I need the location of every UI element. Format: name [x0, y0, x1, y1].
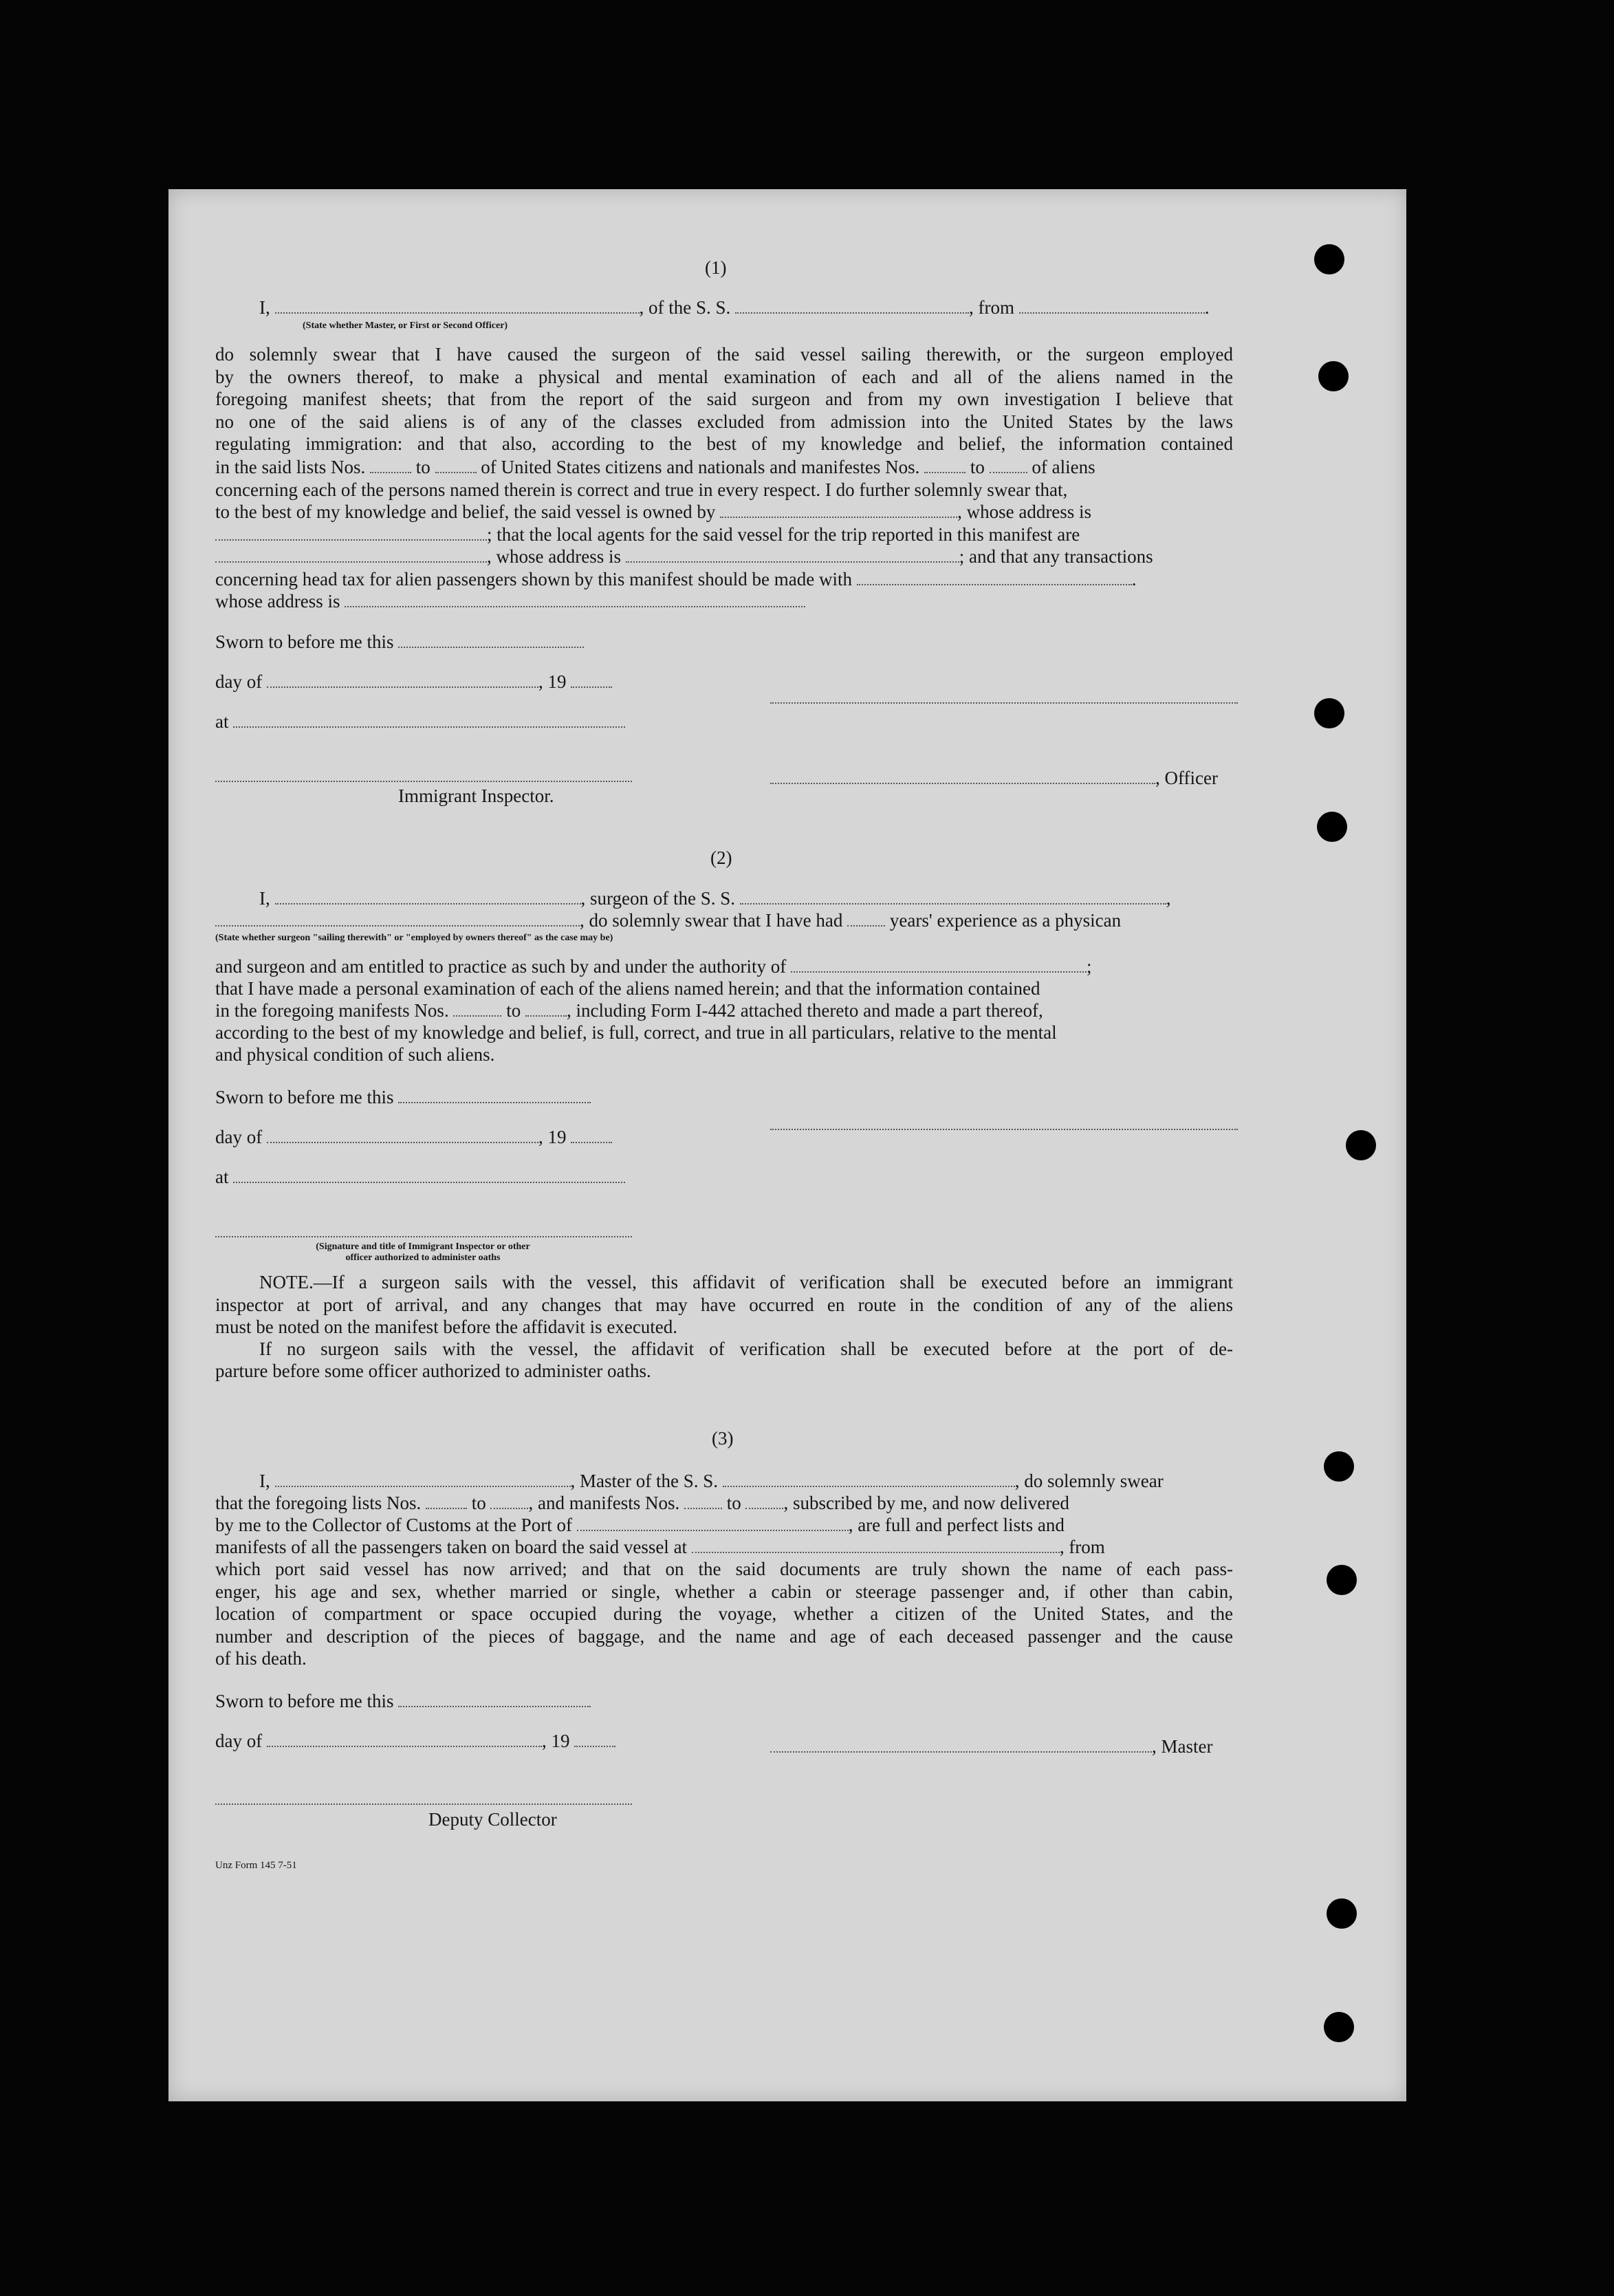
label: to	[970, 457, 985, 477]
label: , from	[1059, 1537, 1105, 1557]
label: , including Form I-442 attached thereto and made a part thereof,	[566, 1000, 1043, 1021]
master-line	[259, 1470, 1164, 1492]
punch-hole	[1327, 1565, 1357, 1595]
label: Sworn to before me this	[215, 1087, 394, 1107]
year-field[interactable]	[571, 671, 612, 688]
owner-address-field[interactable]	[215, 524, 487, 541]
headtax-line	[215, 568, 1137, 590]
headtax-address-field[interactable]	[345, 591, 805, 607]
form-id: Unz Form 145 7-51	[215, 1860, 297, 1871]
label: I,	[259, 1471, 270, 1491]
officer-name-field[interactable]	[275, 297, 640, 314]
list-from-field[interactable]	[426, 1493, 467, 1509]
label: to	[506, 1000, 521, 1021]
manifest-from-field[interactable]	[924, 457, 966, 473]
label: whose address is	[215, 591, 340, 611]
label: day of	[215, 1127, 263, 1147]
section-number: (1)	[705, 257, 727, 278]
place-field[interactable]	[233, 711, 625, 728]
label: Sworn to before me this	[215, 631, 394, 652]
sworn-date-field[interactable]	[398, 1691, 591, 1707]
owner-line	[215, 501, 1091, 523]
label: I,	[259, 297, 270, 318]
collector-signature-line[interactable]	[215, 1802, 632, 1805]
text-line: location of compartment or space occupied during the voyage, whether a citizen of the United States, and the	[215, 1603, 1233, 1625]
list-to-field[interactable]	[490, 1493, 528, 1509]
experience-line	[215, 909, 1121, 931]
port-line	[215, 1514, 1065, 1536]
at-line	[215, 1166, 625, 1188]
label: in the foregoing manifests Nos.	[215, 1000, 449, 1021]
manifest-range-line	[215, 999, 1043, 1021]
text-line: officer authorized to administer oaths	[345, 1253, 501, 1263]
port-field[interactable]	[577, 1515, 849, 1531]
note-paragraph-2	[259, 1338, 1233, 1361]
label: ,	[1166, 888, 1171, 909]
deputy-title: Deputy Collector	[428, 1809, 557, 1830]
punch-hole	[1314, 244, 1344, 274]
inspector-title: Immigrant Inspector.	[398, 786, 554, 806]
punch-hole	[1346, 1130, 1376, 1160]
master-signature-line	[770, 1735, 1212, 1757]
text-line: by the owners thereof, to make a physical and mental examination of each and all of the aliens named in the	[215, 366, 1233, 387]
label: at	[215, 1167, 229, 1187]
punch-hole	[1314, 698, 1344, 728]
field-note: (State whether Master, or First or Second Officer)	[303, 321, 508, 331]
label: , of the S. S.	[639, 297, 731, 318]
inspector-signature-line[interactable]	[215, 1235, 632, 1237]
label: , Master of the S. S.	[570, 1471, 718, 1491]
lists-line	[215, 456, 1095, 478]
year-field[interactable]	[574, 1731, 615, 1747]
punch-hole	[1324, 1451, 1354, 1482]
manifest-from-field[interactable]	[684, 1493, 722, 1509]
surgeon-line	[259, 887, 1171, 909]
surgeon-status-field[interactable]	[215, 910, 580, 927]
text-line: NOTE.—If a surgeon sails with the vessel, this affidavit of verification shall be executed before an immigrant	[259, 1272, 1233, 1292]
text-line: of his death.	[215, 1648, 307, 1669]
note-paragraph	[215, 1271, 1233, 1316]
label: , 19	[541, 1731, 570, 1751]
sworn-line	[215, 1690, 591, 1712]
label: , whose address is	[487, 546, 621, 567]
label: .	[1204, 297, 1210, 318]
master-signature-field[interactable]	[770, 1736, 1152, 1753]
punch-hole	[1317, 812, 1347, 842]
sworn-line	[215, 631, 584, 653]
document-page	[168, 189, 1406, 2101]
label: of United States citizens and nationals and manifestes Nos.	[481, 457, 920, 477]
text-line: (Signature and title of Immigrant Inspector or other	[316, 1242, 530, 1252]
agents-line	[215, 523, 1080, 545]
label: ;	[1087, 956, 1092, 977]
label: of aliens	[1032, 457, 1095, 477]
ship-name-field[interactable]	[740, 888, 1166, 905]
text-line: foregoing manifest sheets; that from the report of the said surgeon and from my own investigation I believe that	[215, 389, 1233, 410]
lists-line	[215, 1492, 1069, 1514]
label: at	[215, 711, 229, 732]
label: I,	[259, 888, 270, 909]
oath-paragraph	[215, 1558, 1233, 1647]
surgeon-signature-line[interactable]	[770, 1127, 1238, 1130]
label: , surgeon of the S. S.	[580, 888, 736, 909]
text-line: inspector at port of arrival, and any changes that may have occurred en route in the condition of any of the aliens	[215, 1294, 1233, 1315]
section-number: (3)	[712, 1428, 734, 1449]
text-line: according to the best of my knowledge and belief, is full, correct, and true in all particulars, relative to the mental	[215, 1022, 1057, 1043]
master-name-field[interactable]	[275, 1471, 571, 1487]
punch-hole	[1327, 1898, 1357, 1929]
manifest-from-field[interactable]	[453, 1000, 501, 1017]
text-line: that I have made a personal examination of each of the aliens named herein; and that the information contained	[215, 978, 1040, 999]
sworn-date-field[interactable]	[398, 1087, 591, 1103]
label: to	[726, 1493, 741, 1513]
label: to	[471, 1493, 486, 1513]
label: .	[1131, 569, 1137, 589]
text-line: must be noted on the manifest before the affidavit is executed.	[215, 1317, 678, 1337]
label: , are full and perfect lists and	[848, 1515, 1065, 1535]
label: , do solemnly swear that I have had	[580, 910, 843, 931]
inspector-signature-line[interactable]	[215, 779, 632, 782]
day-line	[215, 1126, 612, 1148]
text-line: number and description of the pieces of baggage, and the name and age of each deceased passenger and the cause	[215, 1625, 1233, 1647]
text-line: If no surgeon sails with the vessel, the affidavit of verification shall be executed before at the port of de-	[259, 1339, 1233, 1359]
label: and surgeon and am entitled to practice as such by and under the authority of	[215, 956, 787, 977]
sworn-line	[215, 1086, 591, 1108]
day-field[interactable]	[267, 1731, 542, 1747]
embark-line	[215, 1536, 1105, 1558]
at-line	[215, 711, 625, 733]
label: to	[415, 457, 430, 477]
label: ; that the local agents for the said vessel for the trip reported in this manifest are	[487, 524, 1080, 545]
headtax-party-field[interactable]	[857, 569, 1132, 585]
text-line: concerning each of the persons named therein is correct and true in every respect. I do further solemnly swear that,	[215, 479, 1068, 500]
embark-port-field[interactable]	[692, 1537, 1060, 1553]
field-note: (State whether surgeon "sailing therewith" or "employed by owners thereof" as the case may be)	[215, 933, 613, 943]
manifest-to-field[interactable]	[990, 457, 1027, 473]
label: day of	[215, 671, 263, 692]
text-line: and physical condition of such aliens.	[215, 1044, 495, 1065]
label: , from	[969, 297, 1014, 318]
text-line: no one of the said aliens is of any of the classes excluded from admission into the United States by the laws	[215, 411, 1233, 432]
manifest-to-field[interactable]	[745, 1493, 783, 1509]
authority-field[interactable]	[791, 956, 1087, 973]
label: by me to the Collector of Customs at the Port of	[215, 1515, 572, 1535]
label: in the said lists Nos.	[215, 457, 366, 477]
place-field[interactable]	[233, 1167, 625, 1183]
label: day of	[215, 1731, 263, 1751]
label: that the foregoing lists Nos.	[215, 1493, 422, 1513]
label: , whose address is	[957, 501, 1092, 522]
label: , subscribed by me, and now delivered	[783, 1493, 1069, 1513]
label: years' experience as a physican	[889, 910, 1122, 931]
label: Sworn to before me this	[215, 1691, 394, 1711]
day-field[interactable]	[267, 671, 538, 688]
section-number: (2)	[710, 847, 732, 868]
agents-address-field[interactable]	[626, 546, 959, 563]
text-line: which port said vessel has now arrived; and that on the said documents are truly shown the name of each pass-	[215, 1559, 1233, 1579]
years-field[interactable]	[847, 910, 885, 927]
authority-line	[215, 955, 1092, 977]
list-from-field[interactable]	[370, 457, 411, 473]
label: to the best of my knowledge and belief, the said vessel is owned by	[215, 501, 716, 522]
oath-line	[259, 296, 1210, 318]
agents-address-line	[215, 545, 1153, 567]
signature-note	[258, 1242, 588, 1264]
signature-line[interactable]	[770, 701, 1238, 704]
punch-hole	[1324, 2012, 1354, 2042]
list-to-field[interactable]	[435, 457, 477, 473]
label: , 19	[538, 1127, 567, 1147]
oath-paragraph	[215, 343, 1233, 455]
port-from-field[interactable]	[1019, 297, 1205, 314]
day-line	[215, 1730, 615, 1752]
punch-hole	[1318, 361, 1349, 391]
ship-name-field[interactable]	[735, 297, 969, 314]
officer-line	[770, 767, 1218, 789]
year-field[interactable]	[571, 1127, 612, 1143]
sworn-date-field[interactable]	[398, 631, 584, 648]
label: concerning head tax for alien passengers shown by this manifest should be made with	[215, 569, 853, 589]
surgeon-name-field[interactable]	[275, 888, 581, 905]
day-field[interactable]	[267, 1127, 538, 1143]
text-line: parture before some officer authorized to administer oaths.	[215, 1361, 651, 1381]
agents-field[interactable]	[215, 546, 487, 563]
label: , and manifests Nos.	[528, 1493, 680, 1513]
text-line: enger, his age and sex, whether married or single, whether a cabin or steerage passenger and, if other than cabin,	[215, 1581, 1233, 1602]
label: , 19	[538, 671, 567, 692]
label: , Master	[1152, 1736, 1213, 1757]
manifest-to-field[interactable]	[525, 1000, 567, 1017]
label: , do solemnly swear	[1014, 1471, 1164, 1491]
text-line: do solemnly swear that I have caused the surgeon of the said vessel sailing therewith, or the surgeon employed	[215, 344, 1233, 365]
label: , Officer	[1155, 768, 1218, 788]
address-line	[215, 590, 805, 612]
day-line	[215, 671, 612, 693]
officer-signature-field[interactable]	[770, 768, 1155, 784]
label: manifests of all the passengers taken on board the said vessel at	[215, 1537, 688, 1557]
owner-field[interactable]	[720, 501, 957, 518]
text-line: regulating immigration: and that also, according to the best of my knowledge and belief, the information contained	[215, 433, 1233, 455]
ship-name-field[interactable]	[723, 1471, 1015, 1487]
label: ; and that any transactions	[959, 546, 1153, 567]
